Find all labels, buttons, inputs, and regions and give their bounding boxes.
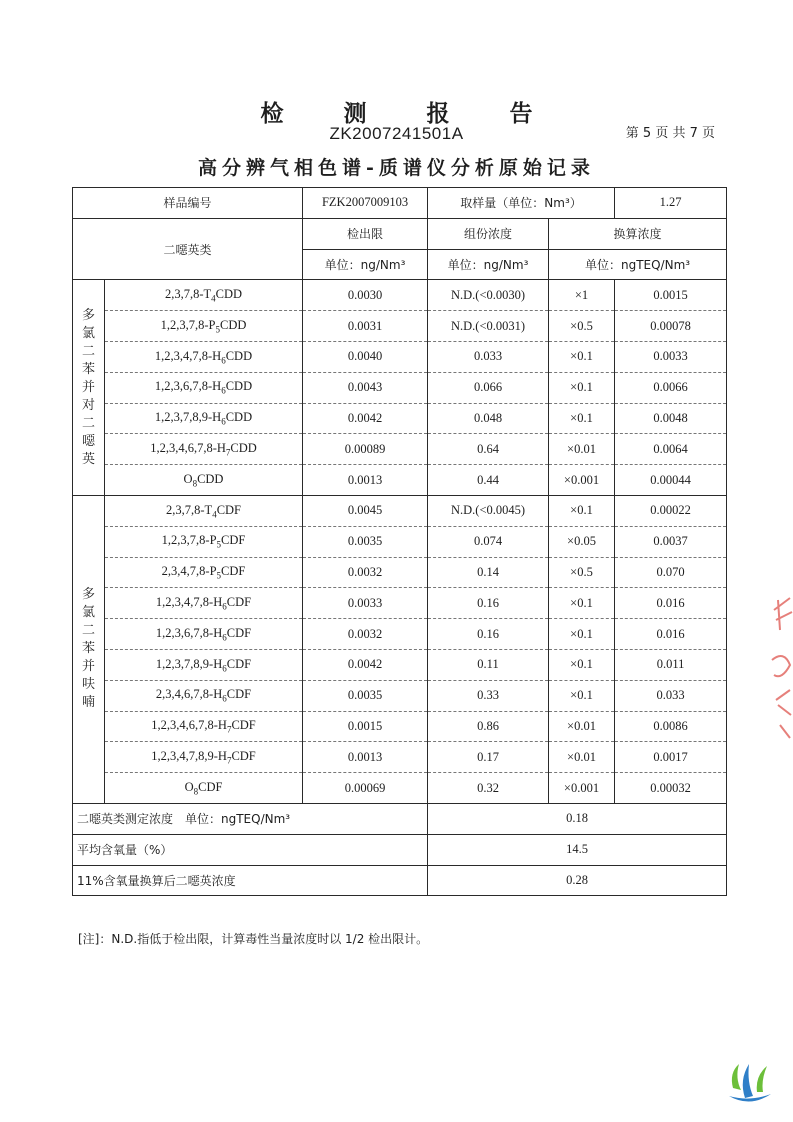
- tef-factor: ×0.5: [549, 311, 615, 342]
- compound-row: [73, 742, 727, 773]
- compound-row: [73, 465, 727, 496]
- tef-factor: ×0.01: [549, 434, 615, 465]
- tef-factor: ×0.1: [549, 680, 615, 711]
- concentration: 0.33: [428, 680, 549, 711]
- teq-value: 0.00022: [615, 495, 727, 526]
- teq-value: 0.0037: [615, 526, 727, 557]
- results-table: [72, 187, 727, 896]
- teq-value: 0.00044: [615, 465, 727, 496]
- page-indicator: 第 5 页 共 7 页: [625, 126, 715, 141]
- report-title: 检 测 报 告: [260, 100, 559, 127]
- teq-value: 0.016: [615, 619, 727, 650]
- total-row: [73, 803, 727, 834]
- oxygen-row: [73, 834, 727, 865]
- tef-factor: ×0.1: [549, 403, 615, 434]
- compound-name: $1,2,3,7,8-P_5CDF$: [105, 526, 303, 557]
- teq-value: 0.070: [615, 557, 727, 588]
- teq-value: 0.00032: [615, 773, 727, 804]
- detection-limit: 0.00089: [303, 434, 428, 465]
- detection-limit: 0.0040: [303, 341, 428, 372]
- red-stamp-fragment: [764, 590, 793, 740]
- concentration: 0.16: [428, 588, 549, 619]
- compound-row: [73, 403, 727, 434]
- compound-row: [73, 711, 727, 742]
- company-logo: [725, 1058, 775, 1108]
- sample-label: 样品编号: [73, 188, 303, 219]
- concentration: 0.64: [428, 434, 549, 465]
- sampling-volume: 1.27: [615, 188, 727, 219]
- col-detection-limit: 检出限: [303, 218, 428, 249]
- unit-concentration: 单位：ng/Nm³: [428, 249, 549, 280]
- tef-factor: ×0.1: [549, 341, 615, 372]
- teq-value: 0.0033: [615, 341, 727, 372]
- compound-row: [73, 495, 727, 526]
- concentration: 0.16: [428, 619, 549, 650]
- group-pcdd-label: 多氯二苯并对二噁英: [81, 307, 95, 467]
- compound-name: $1,2,3,4,7,8-H_6CDD$: [105, 341, 303, 372]
- compound-row: [73, 773, 727, 804]
- tef-factor: ×0.001: [549, 773, 615, 804]
- oxygen-label: 平均含氧量（%）: [73, 834, 428, 865]
- total-value: 0.18: [428, 803, 727, 834]
- tef-factor: ×0.01: [549, 711, 615, 742]
- compound-name: $1,2,3,6,7,8-H_6CDD$: [105, 372, 303, 403]
- tef-factor: ×0.1: [549, 649, 615, 680]
- report-number: ZK2007241501A: [329, 124, 464, 143]
- compound-row: [73, 588, 727, 619]
- concentration: 0.066: [428, 372, 549, 403]
- detection-limit: 0.0042: [303, 403, 428, 434]
- sample-id: FZK2007009103: [303, 188, 428, 219]
- category-label: 二噁英类: [73, 218, 303, 280]
- col-concentration: 组份浓度: [428, 218, 549, 249]
- tef-factor: ×0.001: [549, 465, 615, 496]
- compound-name: $O_8CDF$: [105, 773, 303, 804]
- teq-value: 0.0066: [615, 372, 727, 403]
- teq-value: 0.016: [615, 588, 727, 619]
- group-pcdf-label-cell: [73, 495, 105, 803]
- concentration: 0.86: [428, 711, 549, 742]
- teq-value: 0.0017: [615, 742, 727, 773]
- detection-limit: 0.0030: [303, 280, 428, 311]
- tef-factor: ×0.1: [549, 372, 615, 403]
- detection-limit: 0.0013: [303, 465, 428, 496]
- concentration: N.D.(<0.0045): [428, 495, 549, 526]
- concentration: 0.14: [428, 557, 549, 588]
- detection-limit: 0.0033: [303, 588, 428, 619]
- corrected-row: [73, 865, 727, 896]
- footnote: [注]：N.D.指低于检出限，计算毒性当量浓度时以 1/2 检出限计。: [78, 932, 429, 946]
- compound-name: $O_8CDD$: [105, 465, 303, 496]
- compound-name: $2,3,7,8-T_4CDF$: [105, 495, 303, 526]
- detection-limit: 0.0035: [303, 680, 428, 711]
- teq-value: 0.0086: [615, 711, 727, 742]
- tef-factor: ×0.01: [549, 742, 615, 773]
- group-pcdd-label-cell: [73, 280, 105, 496]
- tef-factor: ×1: [549, 280, 615, 311]
- compound-name: $2,3,4,7,8-P_5CDF$: [105, 557, 303, 588]
- compound-row: [73, 649, 727, 680]
- teq-value: 0.011: [615, 649, 727, 680]
- detection-limit: 0.00069: [303, 773, 428, 804]
- tef-factor: ×0.05: [549, 526, 615, 557]
- detection-limit: 0.0015: [303, 711, 428, 742]
- compound-name: $1,2,3,4,7,8-H_6CDF$: [105, 588, 303, 619]
- teq-value: 0.0048: [615, 403, 727, 434]
- compound-name: $1,2,3,6,7,8-H_6CDF$: [105, 619, 303, 650]
- tef-factor: ×0.1: [549, 588, 615, 619]
- compound-row: [73, 280, 727, 311]
- concentration: 0.17: [428, 742, 549, 773]
- detection-limit: 0.0035: [303, 526, 428, 557]
- compound-name: $1,2,3,7,8,9-H_6CDD$: [105, 403, 303, 434]
- col-converted: 换算浓度: [549, 218, 727, 249]
- detection-limit: 0.0045: [303, 495, 428, 526]
- compound-row: [73, 372, 727, 403]
- compound-row: [73, 557, 727, 588]
- concentration: N.D.(<0.0030): [428, 280, 549, 311]
- detection-limit: 0.0032: [303, 619, 428, 650]
- header-row: [73, 218, 727, 249]
- tef-factor: ×0.5: [549, 557, 615, 588]
- teq-value: 0.0064: [615, 434, 727, 465]
- sample-row: [73, 188, 727, 219]
- compound-row: [73, 311, 727, 342]
- compound-row: [73, 680, 727, 711]
- sampling-volume-label: 取样量（单位：Nm³）: [428, 188, 615, 219]
- compound-row: [73, 526, 727, 557]
- concentration: 0.44: [428, 465, 549, 496]
- compound-name: $2,3,7,8-T_4CDD$: [105, 280, 303, 311]
- concentration: 0.048: [428, 403, 549, 434]
- compound-row: [73, 341, 727, 372]
- compound-name: $1,2,3,4,7,8,9-H_7CDF$: [105, 742, 303, 773]
- concentration: N.D.(<0.0031): [428, 311, 549, 342]
- unit-converted: 单位：ngTEQ/Nm³: [549, 249, 727, 280]
- unit-detection-limit: 单位：ng/Nm³: [303, 249, 428, 280]
- group-pcdf-label: 多氯二苯并呋喃: [81, 587, 95, 711]
- compound-row: [73, 619, 727, 650]
- concentration: 0.32: [428, 773, 549, 804]
- compound-name: $1,2,3,7,8,9-H_6CDF$: [105, 649, 303, 680]
- teq-value: 0.00078: [615, 311, 727, 342]
- oxygen-value: 14.5: [428, 834, 727, 865]
- concentration: 0.074: [428, 526, 549, 557]
- compound-name: $1,2,3,4,6,7,8-H_7CDF$: [105, 711, 303, 742]
- teq-value: 0.033: [615, 680, 727, 711]
- detection-limit: 0.0031: [303, 311, 428, 342]
- detection-limit: 0.0032: [303, 557, 428, 588]
- corrected-label: 11%含氧量换算后二噁英浓度: [73, 865, 428, 896]
- record-title: 高分辨气相色谱-质谱仪分析原始记录: [198, 157, 595, 179]
- corrected-value: 0.28: [428, 865, 727, 896]
- compound-row: [73, 434, 727, 465]
- detection-limit: 0.0013: [303, 742, 428, 773]
- compound-name: $1,2,3,7,8-P_5CDD$: [105, 311, 303, 342]
- detection-limit: 0.0043: [303, 372, 428, 403]
- concentration: 0.11: [428, 649, 549, 680]
- compound-name: $1,2,3,4,6,7,8-H_7CDD$: [105, 434, 303, 465]
- tef-factor: ×0.1: [549, 495, 615, 526]
- tef-factor: ×0.1: [549, 619, 615, 650]
- total-label: 二噁英类测定浓度 单位：ngTEQ/Nm³: [73, 803, 428, 834]
- detection-limit: 0.0042: [303, 649, 428, 680]
- teq-value: 0.0015: [615, 280, 727, 311]
- concentration: 0.033: [428, 341, 549, 372]
- compound-name: $2,3,4,6,7,8-H_6CDF$: [105, 680, 303, 711]
